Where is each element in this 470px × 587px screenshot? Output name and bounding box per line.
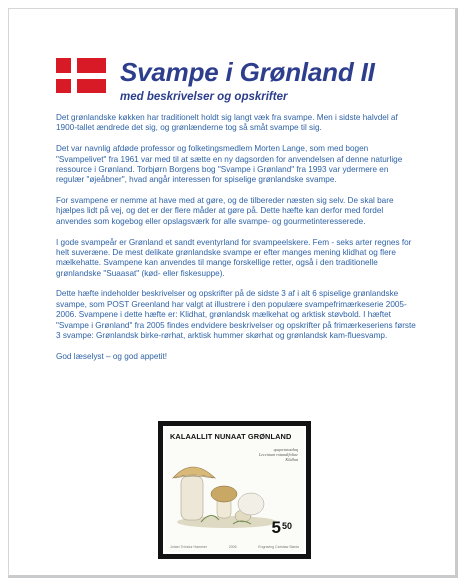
stamp-country: KALAALLIT NUNAAT GRØNLAND [170, 432, 292, 441]
page-subtitle: med beskrivelser og opskrifter [120, 91, 288, 103]
paragraph: Dette hæfte indeholder beskrivelser og opskrifter på de sidste 3 af i alt 6 spiselige grønlandske svampe, som POST Greenland har valgt at illustrere i den populære svampefrimærkeserie 2005-2006. Svampene i dette hæfte er: Klidhat, grønlandsk mælkehat og arktisk støvbold. I hæftet "Svampe i Grønland" fra 2005 findes endvidere beskrivelser og opskrifter på frimærkeseriens første 3 svampe: Grønlandsk birke-rørhat, arktisk hummer skørhat og grønlandsk kam-fluesvamp. [56, 289, 416, 341]
body-text [56, 113, 418, 373]
stamp-name-local: qaqortaraalaq [273, 447, 298, 452]
paragraph: For svampene er nemme at have med at gøre, og de tilbereder næsten sig selv. De skal bare hjælpes lidt på vej, og det er der flere måder at gøre på. Dette hæfte kan derfor med fordel anvendes som kogebog eller opslagsværk for alle svampe- og gourmetinteresserede. [56, 196, 394, 226]
stamp-mount [158, 421, 311, 559]
postage-stamp [163, 426, 306, 554]
closing-line: God læselyst – og god appetit! [56, 351, 168, 361]
paragraph: Det grønlandske køkken har traditionelt holdt sig langt væk fra svampe. Men i sidste halvdel af 1900-tallet ændrede det sig, og grønlænderne tog så småt svampe til sig. [56, 113, 398, 133]
paragraph: Det var navnlig afdøde professor og folketingsmedlem Morten Lange, som med bogen "Svampelivet" fra 1961 var med til at sætte en ny dagsorden for anvendelsen af denne naturlige ressource i Grønland. Torbjørn Borgens bog "Svampe i Grønland" fra 1993 var ydermere en regulær "øjeåbner", hvad angår interessen for spiselige grønlandske svampe. [56, 144, 403, 185]
mushroom-illustration-icon [171, 448, 283, 530]
paragraph: I gode svampeår er Grønland et sandt eventyrland for svampeelskere. Fem - seks arter regnes for helt suveræne. De mest delikate grønlandske svampe er efter manges mening klidhat og flere mælkehatte. Svampene kan anvendes til mange forskellige retter, også i den traditionelle grønlandske "Suaasat" (kød- eller fiskesuppe). [56, 237, 412, 278]
stamp-value: $5^{50}$ [271, 518, 292, 537]
stamp-name-latin: Leccinum rotundifoliae [258, 452, 298, 458]
stamp-footer: Johan Tróndur Hammer 2006 Engraving Czesław Słania [170, 545, 299, 549]
danish-flag-icon [56, 58, 106, 93]
stamp-name-danish: Klidhat [285, 457, 298, 463]
page-title: Svampe i Grønland II [120, 57, 375, 87]
